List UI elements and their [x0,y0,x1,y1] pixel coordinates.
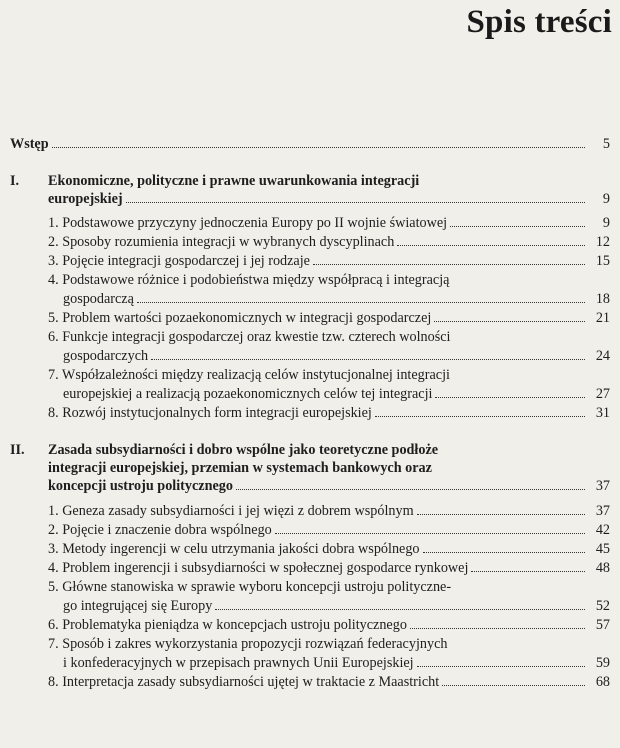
dot-leader [434,321,585,322]
page-number: 59 [595,655,610,671]
page-number: 15 [595,253,610,269]
section-title: 5. Problem wartości pozaekonomicznych w integracji gospodarczej [48,310,432,326]
page-number: 5 [602,136,610,152]
chapter-title-line: europejskiej [48,191,123,207]
page-number: 24 [595,348,610,364]
dot-leader [397,245,585,246]
dot-leader [137,302,585,303]
section-title: 7. Sposób i zakres wykorzystania propozycji rozwiązań federacyjnych [48,636,448,652]
page-number: 68 [595,674,610,690]
section-title: 3. Metody ingerencji w celu utrzymania jakości dobra wspólnego [48,541,420,557]
dot-leader [417,514,585,515]
section-title: 5. Główne stanowiska w sprawie wyboru koncepcji ustroju polityczne- [48,579,452,595]
chapter-number: I. [10,173,20,189]
dot-leader [375,416,585,417]
chapter-title-line: integracji europejskiej, przemian w systemach bankowych oraz [48,460,432,476]
dot-leader [215,609,585,610]
section-title: 4. Problem ingerencji i subsydiarności w społecznej gospodarce rynkowej [48,560,469,576]
page-number: 21 [595,310,610,326]
dot-leader [417,666,585,667]
page-number: 45 [595,541,610,557]
page-number: 52 [595,598,610,614]
dot-leader [313,264,585,265]
section-title-cont: gospodarczych [63,348,149,364]
chapter-title-line: Zasada subsydiarności i dobro wspólne jako teoretyczne podłoże [48,442,439,458]
dot-leader [442,685,585,686]
section-title: 2. Pojęcie i znaczenie dobra wspólnego [48,522,272,538]
page-number: 9 [602,215,610,231]
dot-leader [52,147,585,148]
page-number: 27 [595,386,610,402]
dot-leader [151,359,585,360]
intro-label: Wstęp [10,136,49,152]
chapter-title-line: koncepcji ustroju politycznego [48,478,233,494]
page-number: 31 [595,405,610,421]
section-title: 1. Geneza zasady subsydiarności i jej więzi z dobrem wspólnym [48,503,414,519]
dot-leader [423,552,585,553]
section-title-cont: europejskiej a realizacją pozaekonomicznych celów tej integracji [63,386,433,402]
dot-leader [435,397,585,398]
section-title-cont: i konfederacyjnych w przepisach prawnych Unii Europejskiej [63,655,414,671]
section-title: 4. Podstawowe różnice i podobieństwa między współpracą i integracją [48,272,450,288]
page-number: 18 [595,291,610,307]
dot-leader [236,489,585,490]
section-title-cont: go integrującej się Europy [63,598,213,614]
page-number: 42 [595,522,610,538]
section-title-cont: gospodarczą [63,291,134,307]
page-number: 12 [595,234,610,250]
chapter-number: II. [10,442,25,458]
dot-leader [471,571,585,572]
dot-leader [126,202,585,203]
section-title: 1. Podstawowe przyczyny jednoczenia Europy po II wojnie światowej [48,215,448,231]
dot-leader [410,628,585,629]
page-number: 48 [595,560,610,576]
section-title: 6. Problematyka pieniądza w koncepcjach ustroju politycznego [48,617,407,633]
page-number: 9 [602,191,610,207]
page-number: 37 [595,503,610,519]
section-title: 3. Pojęcie integracji gospodarczej i jej rodzaje [48,253,310,269]
section-title: 8. Interpretacja zasady subsydiarności ujętej w traktacie z Maastricht [48,674,440,690]
section-title: 8. Rozwój instytucjonalnych form integracji europejskiej [48,405,372,421]
dot-leader [450,226,585,227]
page-number: 37 [595,478,610,494]
section-title: 2. Sposoby rozumienia integracji w wybranych dyscyplinach [48,234,395,250]
chapter-title-line: Ekonomiczne, polityczne i prawne uwarunkowania integracji [48,173,420,189]
section-title: 6. Funkcje integracji gospodarczej oraz kwestie tzw. czterech wolności [48,329,451,345]
section-title: 7. Współzależności między realizacją celów instytucjonalnej integracji [48,367,450,383]
page-number: 57 [595,617,610,633]
dot-leader [275,533,585,534]
page-title: Spis treści [466,4,612,40]
